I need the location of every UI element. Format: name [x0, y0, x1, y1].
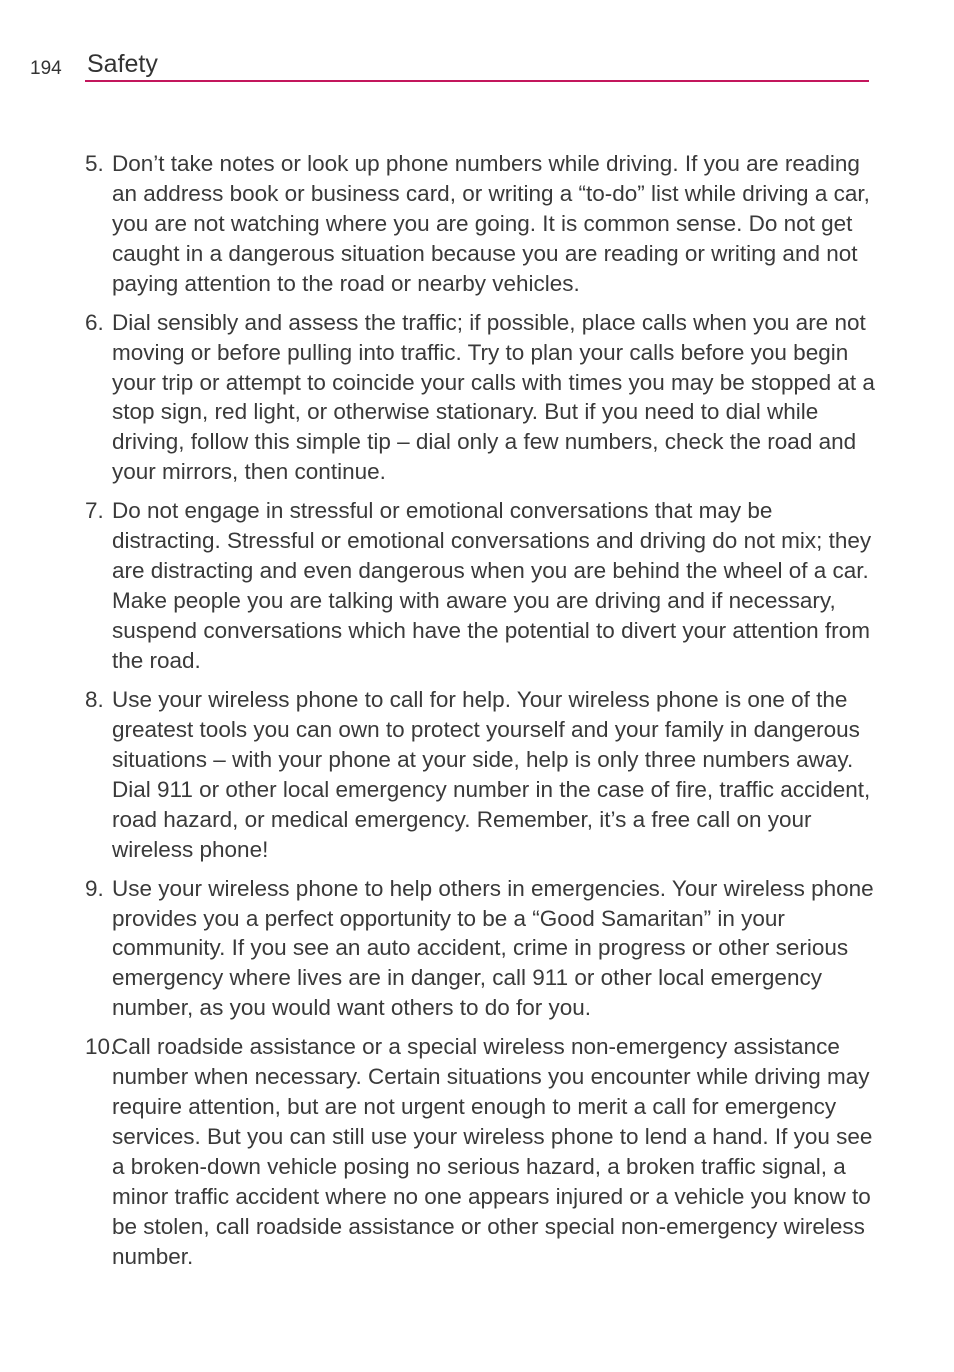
list-item-number: 5. — [85, 151, 104, 176]
numbered-list — [85, 149, 875, 1281]
list-item-text: Don’t take notes or look up phone numbers while driving. If you are reading an address book or business card, or writing a “to-do” list while driving a car, you are not watching where you are going. It is common sense. Do not get caught in a dangerous situation because you are reading or writing and not paying attention to the road or nearby vehicles. — [112, 151, 870, 296]
page-header — [0, 0, 954, 90]
list-item-text: Call roadside assistance or a special wireless non-emergency assistance number when necessary. Certain situations you encounter while driving may require attention, but are not urgent enough to merit a call for emergency services. But you can still use your wireless phone to lend a hand. If you see a broken-down vehicle posing no serious hazard, a broken traffic signal, a minor traffic accident where no one appears injured or a vehicle you know to be stolen, call roadside assistance or other special non-emergency wireless number. — [112, 1034, 873, 1269]
list-item — [85, 1032, 875, 1271]
list-item — [85, 874, 875, 1024]
list-item-number: 10. — [85, 1034, 117, 1060]
list-item — [85, 149, 875, 299]
list-item-number: 9. — [85, 875, 104, 901]
header-divider — [85, 80, 869, 82]
list-item-text: Do not engage in stressful or emotional conversations that may be distracting. Stressful or emotional conversations and driving do not mix; they are distracting and even dangerous when you are behind the wheel of a car. Make people you are talking with aware you are driving and if necessary, suspend conversations which have the potential to divert your attention from the road. — [112, 498, 872, 673]
list-item-number: 8. — [85, 686, 104, 712]
list-item-text: Use your wireless phone to call for help. Your wireless phone is one of the greatest tools you can own to protect yourself and your family in dangerous situations – with your phone at your side, help is only three numbers away. Dial 911 or other local emergency number in the case of fire, traffic accident, road hazard, or medical emergency. Remember, it’s a free call on your wireless phone! — [112, 686, 871, 862]
page-number: 194 — [30, 58, 62, 79]
list-item-text: Dial sensibly and assess the traffic; if possible, place calls when you are not moving or before pulling into traffic. Try to plan your calls before you begin your trip or attempt to coincide your calls with times you may be stopped at a stop sign, red light, or otherwise stationary. But if you need to dial while driving, follow this simple tip – dial only a few numbers, check the road and your mirrors, then continue. — [112, 309, 875, 485]
list-item — [85, 308, 875, 487]
list-item-number: 7. — [85, 498, 104, 524]
section-title: Safety — [87, 50, 158, 78]
list-item — [85, 685, 875, 864]
list-item — [85, 496, 875, 675]
list-item-text: Use your wireless phone to help others in emergencies. Your wireless phone provides you a perfect opportunity to be a “Good Samaritan” in your community. If you see an auto accident, crime in progress or other serious emergency where lives are in danger, call 911 or other local emergency number, as you would want others to do for you. — [112, 875, 874, 1021]
list-item-number: 6. — [85, 309, 104, 335]
